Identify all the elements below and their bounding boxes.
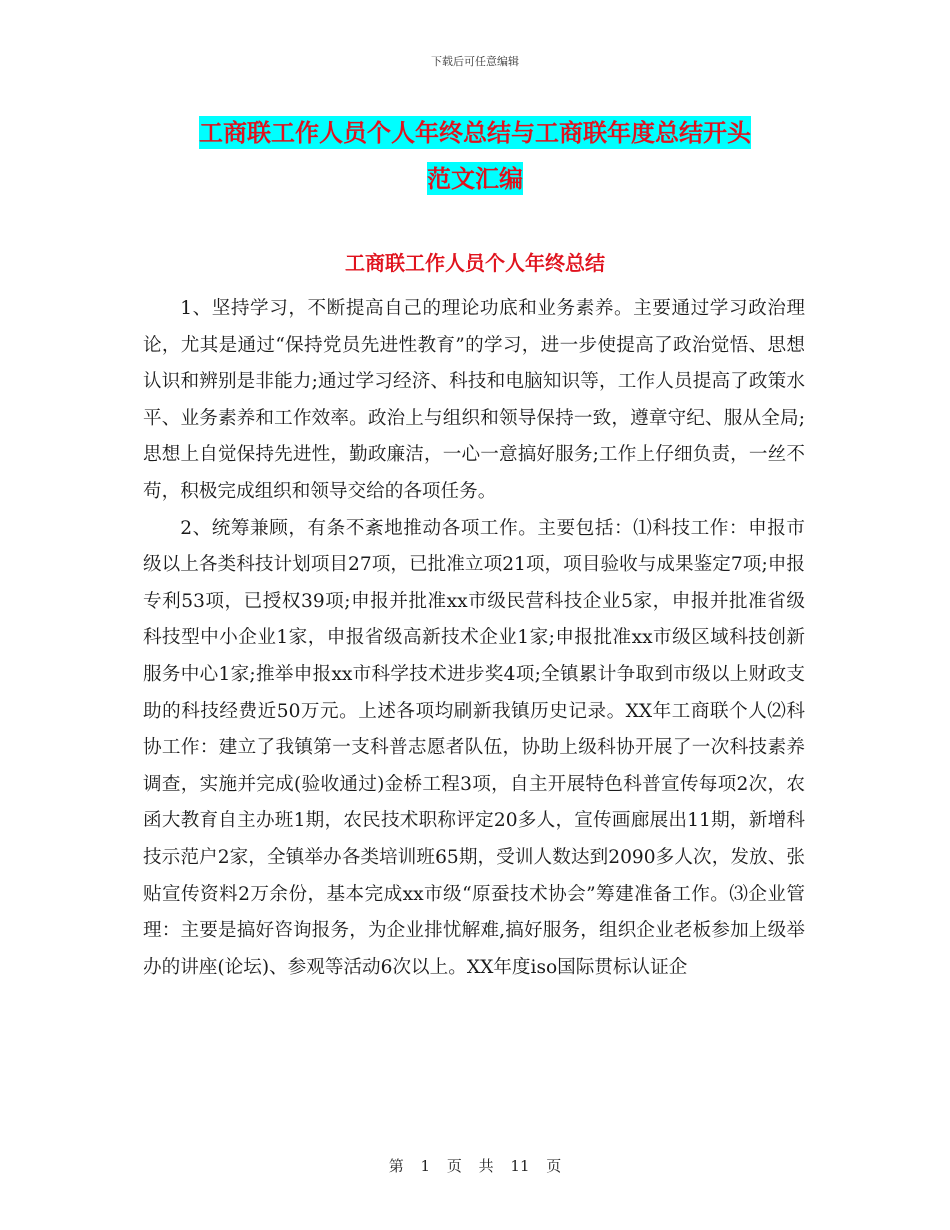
title-line-2: 范文汇编 (427, 164, 523, 193)
body-text (143, 291, 805, 986)
paragraph-2: 2、统筹兼顾，有条不紊地推动各项工作。主要包括：⑴科技工作：申报市级以上各类科技计划项目27项，已批准立项21项，项目验收与成果鉴定7项;申报专利53项，已授权39项;申报并批准xx市级民营科技企业5家，申报并批准省级科技型中小企业1家，申报省级高新技术企业1家;申报批准xx市级区域科技创新服务中心1家;推举申报xx市科学技术进步奖4项;全镇累计争取到市级以上财政支助的科技经费近50万元。上述各项均刷新我镇历史记录。XX年工商联个人⑵科协工作：建立了我镇第一支科普志愿者队伍，协助上级科协开展了一次科技素养调查，实施并完成(验收通过)金桥工程3项，自主开展特色科普宣传每项2次，农函大教育自主办班1期，农民技术职称评定20多人，宣传画廊展出11期，新增科技示范户2家，全镇举办各类培训班65期，受训人数达到2090多人次，发放、张贴宣传资料2万余份，基本完成xx市级“原蚕技术协会”筹建准备工作。⑶企业管理：主要是搞好咨询报务，为企业排忧解难,搞好服务，组织企业老板参加上级举办的讲座(论坛)、参观等活动6次以上。XX年度iso国际贯标认证企 (143, 517, 805, 978)
footer-total-label: 共 (478, 1157, 494, 1175)
title-line-1: 工商联工作人员个人年终总结与工商联年度总结开头 (199, 118, 751, 147)
header-note: 下载后可任意编辑 (431, 55, 519, 68)
paragraph-1: 1、坚持学习，不断提高自己的理论功底和业务素养。主要通过学习政治理论，尤其是通过“保持党员先进性教育”的学习，进一步使提高了政治觉悟、思想认识和辨别是非能力;通过学习经济、科技和电脑知识等，工作人员提高了政策水平、业务素养和工作效率。政治上与组织和领导保持一致，遵章守纪、服从全局;思想上自觉保持先进性，勤政廉洁，一心一意搞好服务;工作上仔细负责，一丝不苟，积极完成组织和领导交给的各项任务。 (143, 298, 805, 502)
footer-total-pages: 11 (510, 1157, 530, 1175)
document-title (0, 110, 950, 202)
section-title: 工商联工作人员个人年终总结 (345, 251, 605, 275)
footer-total-unit: 页 (546, 1157, 562, 1175)
footer-page-number: 1 (420, 1157, 431, 1175)
footer-page-label: 第 (388, 1157, 404, 1175)
footer-page-unit: 页 (446, 1157, 462, 1175)
page-footer (0, 1155, 950, 1176)
